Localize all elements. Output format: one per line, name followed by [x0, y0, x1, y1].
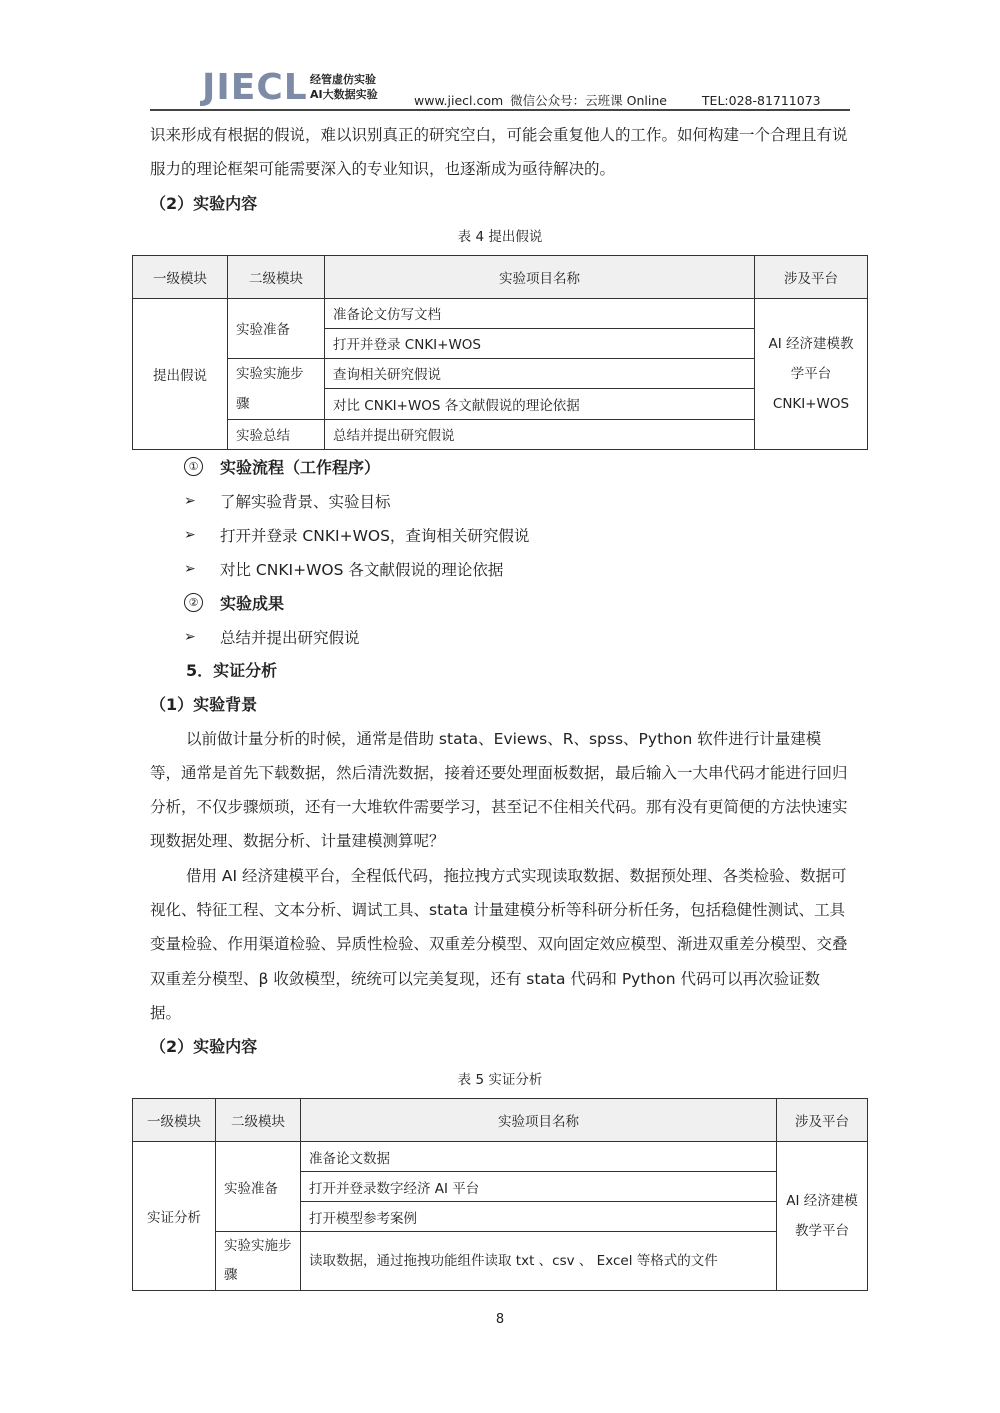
heading-content-2: （2）实验内容: [150, 1037, 258, 1057]
item-cell: 读取数据，通过拖拽功能组件读取 txt 、csv 、 Excel 等格式的文件: [301, 1232, 777, 1291]
circled-number-1: ①: [184, 457, 203, 476]
platform-cell: AI 经济建模教学平台 CNKI+WOS: [755, 298, 868, 449]
arrow-bullet-icon: ➢: [184, 560, 196, 577]
col-header: 一级模块: [133, 1099, 216, 1142]
item-cell: 总结并提出研究假说: [325, 419, 755, 449]
col-header: 二级模块: [228, 255, 325, 298]
table-row: [133, 298, 868, 328]
table5-caption: 表 5 实证分析: [457, 1072, 543, 1089]
col-header: 实验项目名称: [325, 255, 755, 298]
list-item-text: 对比 CNKI+WOS 各文献假说的理论依据: [220, 560, 504, 579]
list-item-text: 了解实验背景、实验目标: [220, 492, 391, 511]
platform-cell: AI 经济建模教学平台: [777, 1142, 868, 1291]
item-cell: 准备论文仿写文档: [325, 298, 755, 328]
heading-content-1: （2）实验内容: [150, 193, 258, 213]
circled-number-2: ②: [184, 593, 203, 612]
level2-cell: 实验准备: [228, 298, 325, 358]
result-heading: [150, 586, 850, 620]
logo-line-1: 经管虚仿实验: [310, 73, 376, 86]
table-4: [132, 255, 868, 450]
item-cell: 打开并登录数字经济 AI 平台: [301, 1172, 777, 1202]
level1-cell: 实证分析: [133, 1142, 216, 1291]
logo-tagline: [310, 72, 378, 102]
level2-cell: 实验实施步骤: [216, 1232, 301, 1291]
table-header-row: [133, 1099, 868, 1142]
col-header: 涉及平台: [755, 255, 868, 298]
table-5: [132, 1098, 868, 1291]
header-divider: [150, 109, 850, 111]
list-item: [150, 484, 850, 518]
item-cell: 对比 CNKI+WOS 各文献假说的理论依据: [325, 389, 755, 420]
col-header: 涉及平台: [777, 1099, 868, 1142]
list-item: [150, 518, 850, 552]
section-heading-5: 5．实证分析: [186, 660, 278, 680]
table-row: [133, 1232, 868, 1291]
jiecl-logo: JIECL: [202, 67, 308, 108]
list-item-text: 打开并登录 CNKI+WOS，查询相关研究假说: [220, 526, 530, 545]
table-header-row: [133, 255, 868, 298]
list-item-text: 总结并提出研究假说: [220, 628, 360, 647]
col-header: 一级模块: [133, 255, 228, 298]
arrow-bullet-icon: ➢: [184, 628, 196, 645]
item-cell: 准备论文数据: [301, 1142, 777, 1172]
header-contact: [414, 91, 824, 109]
arrow-bullet-icon: ➢: [184, 492, 196, 509]
logo-line-2: AI大数据实验: [310, 88, 378, 101]
list-item: [150, 552, 850, 586]
heading-background: （1）实验背景: [150, 694, 258, 714]
table-row: [133, 1142, 868, 1172]
col-header: 实验项目名称: [301, 1099, 777, 1142]
level1-cell: 提出假说: [133, 298, 228, 449]
item-cell: 查询相关研究假说: [325, 358, 755, 389]
item-cell: 打开模型参考案例: [301, 1202, 777, 1232]
table4-caption: 表 4 提出假说: [457, 228, 543, 245]
flow-title: 实验流程（工作程序）: [220, 458, 381, 478]
level2-cell: 实验准备: [216, 1142, 301, 1232]
paragraph-background-2: 借用 AI 经济建模平台，全程低代码，拖拉拽方式实现读取数据、数据预处理、各类检验、数据可视化、特征工程、文本分析、调试工具、stata 计量建模分析等科研分析任务，包括稳健性测试、工具变量检验、作用渠道检验、异质性检验、双重差分模型、双向固定效应模型、渐进双重差分模型、交叠双重差分模型、β 收敛模型，统统可以完美复现，还有 stata 代码和 Python 代码可以再次验证数据。: [150, 866, 848, 1022]
result-title: 实验成果: [220, 594, 285, 614]
page-header: [150, 62, 850, 112]
item-cell: 打开并登录 CNKI+WOS: [325, 328, 755, 358]
paragraph-background-1: 以前做计量分析的时候，通常是借助 stata、Eviews、R、spss、Python 软件进行计量建模等，通常是首先下载数据，然后清洗数据，接着还要处理面板数据，最后输入一大串代码才能进行回归分析，不仅步骤烦琐，还有一大堆软件需要学习，甚至记不住相关代码。那有没有更简便的方法快速实现数据处理、数据分析、计量建模测算呢？: [150, 729, 848, 851]
list-item: [150, 620, 850, 654]
paragraph-continued: 识来形成有根据的假说，难以识别真正的研究空白，可能会重复他人的工作。如何构建一个合理且有说服力的理论框架可能需要深入的专业知识，也逐渐成为亟待解决的。: [150, 126, 848, 179]
tel-text: TEL:028-81711073: [701, 93, 821, 108]
wechat-text: 微信公众号：云班课 Online: [510, 93, 667, 108]
website-text: www.jiecl.com: [414, 93, 504, 108]
level2-cell: 实验总结: [228, 419, 325, 449]
arrow-bullet-icon: ➢: [184, 526, 196, 543]
page-content: [147, 118, 858, 1291]
flow-heading: [150, 450, 850, 484]
level2-cell: 实验实施步骤: [228, 358, 325, 419]
page-number: 8: [495, 1312, 505, 1327]
col-header: 二级模块: [216, 1099, 301, 1142]
